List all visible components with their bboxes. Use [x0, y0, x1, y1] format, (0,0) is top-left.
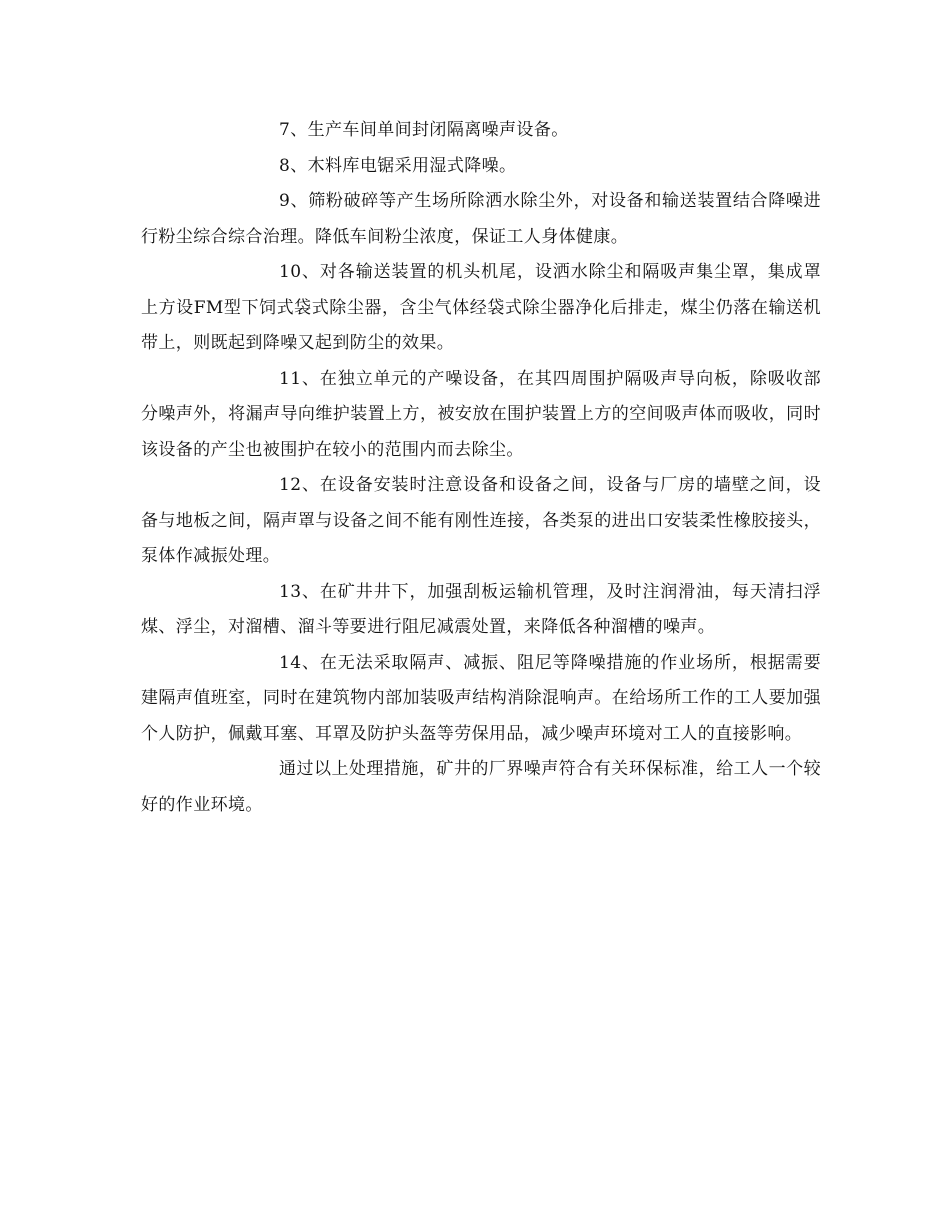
document-body: [141, 113, 821, 823]
paragraph-item-7: 7、生产车间单间封闭隔离噪声设备。: [279, 120, 569, 140]
paragraph-item-14: 14、在无法采取隔声、减振、阻尼等降噪措施的作业场所，根据需要建隔声值班室，同时在建筑物内部加装吸声结构消除混响声。在给场所工作的工人要加强个人防护，佩戴耳塞、耳罩及防护头盔等劳保用品，减少噪声环境对工人的直接影响。: [141, 652, 821, 744]
paragraph-item-9: 9、筛粉破碎等产生场所除洒水除尘外，对设备和输送装置结合降噪进行粉尘综合综合治理。降低车间粉尘浓度，保证工人身体健康。: [141, 191, 821, 247]
paragraph-item-11: 11、在独立单元的产噪设备，在其四周围护隔吸声导向板，除吸收部分噪声外，将漏声导向维护装置上方，被安放在围护装置上方的空间吸声体而吸收，同时该设备的产尘也被围护在较小的范围内而去除尘。: [141, 368, 821, 460]
paragraph-item-12: 12、在设备安装时注意设备和设备之间，设备与厂房的墙壁之间，设备与地板之间，隔声罩与设备之间不能有刚性连接，各类泵的进出口安装柔性橡胶接头，泵体作减振处理。: [141, 475, 821, 566]
conclusion-paragraph: 通过以上处理措施，矿井的厂界噪声符合有关环保标准，给工人一个较好的作业环境。: [141, 759, 821, 815]
paragraph-item-13: 13、在矿井井下，加强刮板运输机管理，及时注润滑油，每天清扫浮煤、浮尘，对溜槽、溜斗等要进行阻尼减震处置，来降低各种溜槽的噪声。: [141, 581, 821, 637]
paragraph-item-10: 10、对各输送装置的机头机尾，设洒水除尘和隔吸声集尘罩，集成罩上方设FM型下饲式袋式除尘器，含尘气体经袋式除尘器净化后排走，煤尘仍落在输送机带上，则既起到降噪又起到防尘的效果。: [141, 262, 821, 353]
paragraph-item-8: 8、木料库电锯采用湿式降噪。: [279, 155, 517, 176]
